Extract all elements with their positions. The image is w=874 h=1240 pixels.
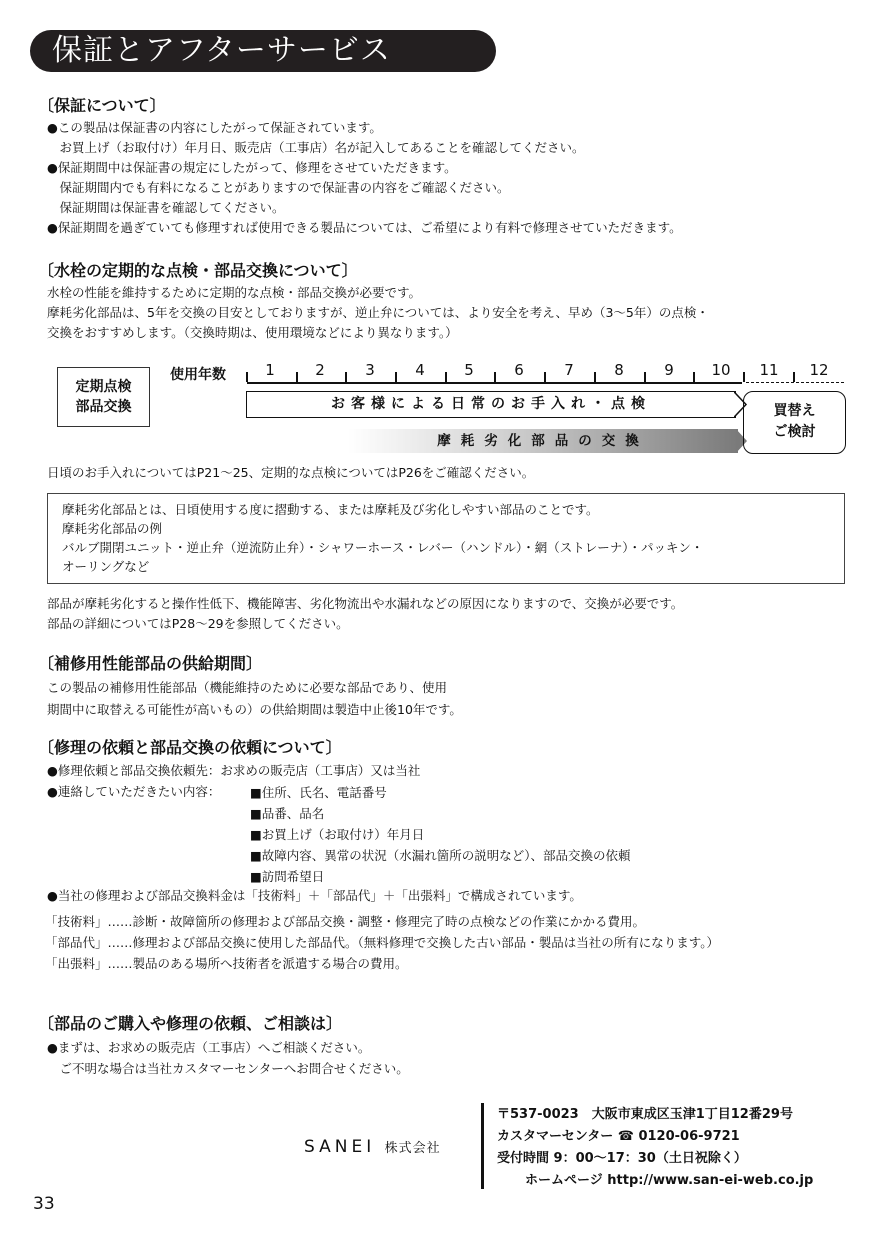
years-axis-dashed — [746, 382, 844, 383]
replacement-consider-box — [743, 391, 846, 454]
year-label: 8 — [614, 361, 624, 379]
company-suffix: 株式会社 — [384, 1141, 441, 1156]
inspection-line: 摩耗劣化部品は、5年を交換の目安としておりますが、逆止弁については、より安全を考え、早め（3〜5年）の点検・ — [47, 305, 709, 320]
inspection-heading: 〔水栓の定期的な点検・部品交換について〕 — [38, 261, 358, 280]
year-tick — [793, 372, 795, 382]
brand-logo: SANEI — [304, 1137, 376, 1157]
inspection-body — [47, 283, 709, 343]
contact-item: ■訪問希望日 — [250, 869, 325, 884]
inspection-line: 水栓の性能を維持するために定期的な点検・部品交換が必要です。 — [47, 285, 422, 300]
contact-item: ■住所、氏名、電話番号 — [250, 785, 387, 800]
supply-heading: 〔補修用性能部品の供給期間〕 — [38, 654, 263, 673]
page-number: 33 — [33, 1194, 55, 1214]
inspection-box-line: 部品交換 — [75, 399, 132, 415]
business-hours: 受付時間 9：00〜17：30（土日祝除く） — [497, 1151, 747, 1166]
customer-center: カスタマーセンター ☎ 0120-06-9721 — [497, 1129, 740, 1144]
years-axis — [247, 382, 742, 384]
year-tick — [296, 372, 298, 382]
replacement-line: ご検討 — [773, 424, 816, 440]
warranty-line: ●この製品は保証書の内容にしたがって保証されています。 — [47, 120, 382, 135]
fee-item: 「部品代」……修理および部品交換に使用した部品代。（無料修理で交換した古い部品・製品は当社の所有になります。） — [45, 935, 720, 950]
supply-body — [47, 677, 462, 721]
year-tick — [494, 372, 496, 382]
note-line: オーリングなど — [62, 559, 150, 574]
warranty-line: 保証期間は保証書を確認してください。 — [47, 200, 285, 215]
page-title: 保証とアフターサービス — [30, 30, 496, 72]
year-label: 6 — [514, 361, 524, 379]
years-label: 使用年数 — [170, 367, 226, 383]
inspection-box — [57, 367, 150, 427]
repair-heading: 〔修理の依頼と部品交換の依頼について〕 — [38, 738, 342, 757]
contact-item: ■お買上げ（お取付け）年月日 — [250, 827, 425, 842]
after-note-line: 部品が摩耗劣化すると操作性低下、機能障害、劣化物流出や水漏れなどの原因になりますので、交換が必要です。 — [47, 596, 684, 611]
consult-line: ●まずは、お求めの販売店（工事店）へご相談ください。 — [47, 1040, 371, 1055]
worn-parts-note — [47, 493, 845, 584]
care-reference: 日頃のお手入れについてはP21〜25、定期的な点検についてはP26をご確認ください。 — [47, 465, 535, 480]
year-label: 10 — [711, 361, 731, 379]
supply-line: この製品の補修用性能部品（機能維持のために必要な部品であり、使用 — [47, 680, 448, 695]
company-contact — [497, 1104, 813, 1192]
fee-item: 「技術料」……診断・故障箇所の修理および部品交換・調整・修理完了時の点検などの作業にかかる費用。 — [45, 914, 646, 929]
year-label: 3 — [365, 361, 375, 379]
repair-fee-line: ●当社の修理および部品交換料金は「技術料」＋「部品代」＋「出張料」で構成されています。 — [47, 888, 582, 903]
year-tick — [544, 372, 546, 382]
repair-contact-label: ●連絡していただきたい内容： — [47, 784, 221, 799]
year-label: 1 — [265, 361, 275, 379]
warranty-line: ●保証期間を過ぎていても修理すれば使用できる製品については、ご希望により有料で修理させていただきます。 — [47, 220, 682, 235]
consult-body — [47, 1037, 409, 1079]
homepage-link[interactable]: ホームページ http://www.san-ei-web.co.jp — [525, 1173, 814, 1188]
year-label: 2 — [315, 361, 325, 379]
contact-item: ■故障内容、異常の状況（水漏れ箇所の説明など）、部品交換の依頼 — [250, 848, 631, 863]
year-label: 4 — [415, 361, 425, 379]
inspection-box-line: 定期点検 — [75, 379, 132, 395]
year-tick — [743, 372, 745, 382]
year-tick — [445, 372, 447, 382]
consult-heading: 〔部品のご購入や修理の依頼、ご相談は〕 — [38, 1014, 343, 1033]
warranty-heading: 〔保証について〕 — [38, 96, 166, 115]
year-label: 9 — [664, 361, 674, 379]
year-label: 12 — [809, 361, 829, 379]
replacement-line: 買替え — [773, 403, 816, 419]
warranty-line: お買上げ（お取付け）年月日、販売店（工事店）名が記入してあることを確認してください。 — [47, 140, 585, 155]
year-tick — [644, 372, 646, 382]
note-line: 摩耗劣化部品の例 — [62, 521, 163, 536]
note-line: 摩耗劣化部品とは、日頃使用する度に摺動する、または摩耗及び劣化しやすい部品のことです。 — [62, 502, 599, 517]
year-label: 11 — [759, 361, 779, 379]
warranty-line: ●保証期間中は保証書の規定にしたがって、修理をさせていただきます。 — [47, 160, 457, 175]
after-note-line: 部品の詳細についてはP28〜29を参照してください。 — [47, 616, 349, 631]
daily-care-bar: お客様による日常のお手入れ・点検 — [246, 391, 736, 418]
repair-contact-items — [250, 782, 631, 887]
supply-line: 期間中に取替える可能性が高いもの）の供給期間は製造中止後10年です。 — [47, 702, 462, 717]
after-note — [47, 594, 683, 634]
year-label: 7 — [564, 361, 574, 379]
warranty-line: 保証期間内でも有料になることがありますので保証書の内容をご確認ください。 — [47, 180, 510, 195]
year-tick — [246, 372, 248, 382]
inspection-line: 交換をおすすめします。（交換時期は、使用環境などにより異なります。） — [47, 325, 458, 340]
company-name — [304, 1137, 441, 1157]
warranty-body — [47, 118, 682, 238]
company-address: 〒537-0023 大阪市東成区玉津1丁目12番29号 — [497, 1107, 793, 1122]
fee-item: 「出張料」……製品のある場所へ技術者を派遣する場合の費用。 — [45, 956, 408, 971]
year-label: 5 — [464, 361, 474, 379]
year-tick — [693, 372, 695, 382]
repair-request-to: ●修理依頼と部品交換依頼先：お求めの販売店（工事店）又は当社 — [47, 763, 421, 778]
parts-replace-bar: 摩耗劣化部品の交換 — [348, 429, 738, 453]
year-tick — [345, 372, 347, 382]
contact-item: ■品番、品名 — [250, 806, 325, 821]
note-line: バルブ開閉ユニット・逆止弁（逆流防止弁）・シャワーホース・レバー（ハンドル）・網（ストレーナ）・パッキン・ — [62, 540, 704, 555]
year-tick — [395, 372, 397, 382]
footer-divider — [481, 1103, 484, 1189]
year-tick — [594, 372, 596, 382]
repair-fees — [45, 911, 719, 974]
consult-line: ご不明な場合は当社カスタマーセンターへお問合せください。 — [47, 1061, 409, 1076]
